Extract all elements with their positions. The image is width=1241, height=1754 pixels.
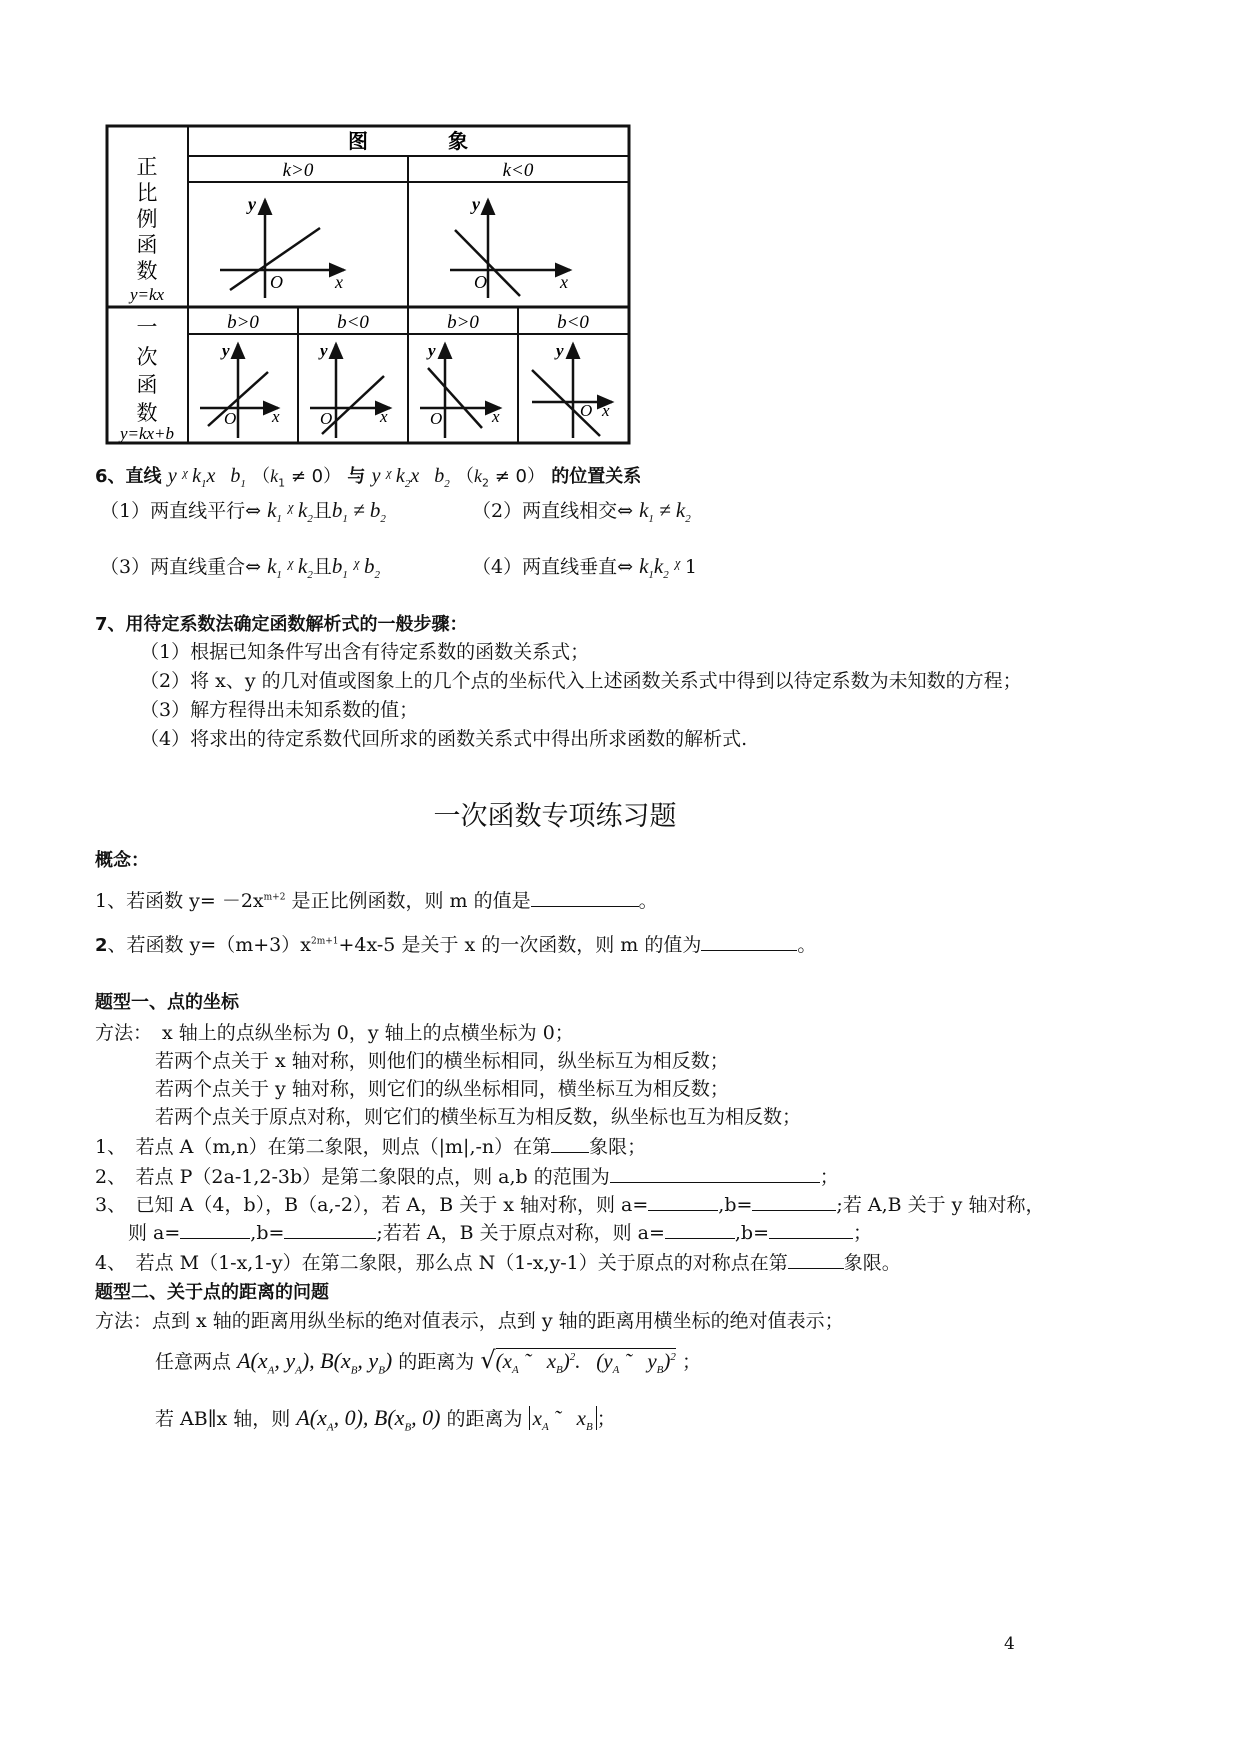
type1-method-label: 方法： <box>95 1022 153 1044</box>
q2-text-b: +4x-5 是关于 x 的一次函数，则 m 的值为 <box>338 934 702 956</box>
q1-exponent: m+2 <box>263 892 286 903</box>
row2-col-header: b>0 <box>227 312 259 333</box>
axis-x-label: x <box>380 407 388 426</box>
s6-title-a: 6、直线 <box>95 466 162 487</box>
row1-label-formula: y=kx <box>129 285 165 304</box>
axis-x-label: x <box>560 272 568 292</box>
row1-col-header: k>0 <box>282 160 314 181</box>
axis-x-label: x <box>602 401 610 420</box>
t1q3-text-b: ,b= <box>718 1194 753 1216</box>
t2-line1-text-a: 任意两点 <box>155 1351 232 1373</box>
t1q1-text: 1、 若点 A（m,n）在第二象限，则点（|m|,-n）在第 <box>95 1136 552 1158</box>
row1-label-char: 例 <box>136 207 158 231</box>
answer-blank[interactable] <box>665 1220 735 1239</box>
axis-y-label: y <box>248 194 256 214</box>
s6-item-1-label: （1）两直线平行⇔ <box>100 500 262 522</box>
row2-label-char: 数 <box>136 401 158 425</box>
s7-step: （4）将求出的待定系数代回所求的函数关系式中得出所求函数的解析式. <box>140 728 748 750</box>
q1-end: 。 <box>638 890 658 912</box>
t1q3-text-d: 则 a= <box>128 1222 181 1244</box>
row1-label-char: 正 <box>136 155 158 179</box>
answer-blank[interactable] <box>180 1220 250 1239</box>
row1-label <box>128 155 165 304</box>
s6-item-2: （2）两直线相交⇔ $k_1 \ne k_2$ <box>472 498 691 526</box>
answer-blank[interactable] <box>752 1192 836 1211</box>
t1q3-text-f: ;若若 A，B 关于原点对称，则 a= <box>376 1222 665 1244</box>
graph-linear-k-pos-b-neg <box>310 341 390 438</box>
graph-linear-k-pos-b-pos <box>200 341 280 438</box>
function-graph-table <box>100 120 645 448</box>
type1-q2 <box>95 1162 839 1189</box>
t1q2-text: 2、 若点 P（2a-1,2-3b）是第二象限的点，则 a,b 的范围为 <box>95 1166 610 1188</box>
s6-item-3: （3）两直线重合⇔ $k_1$ ᵡ $k_2$且$b_1$ ᵡ $b_2$ <box>100 554 381 582</box>
type1-method-1: x 轴上的点纵坐标为 0，y 轴上的点横坐标为 0； <box>162 1022 574 1044</box>
t1q3-text-g: ,b= <box>734 1222 769 1244</box>
row2-label <box>118 315 174 443</box>
s7-step: （3）解方程得出未知系数的值； <box>140 699 419 721</box>
q2-end: 。 <box>797 934 817 956</box>
q2-exponent: 2m+1 <box>310 936 339 947</box>
type1-q3-line1 <box>95 1190 1044 1217</box>
s6-item-1: （1）两直线平行⇔ $k_1$ ᵡ $k_2$且$b_1 \ne b_2$ <box>100 498 386 526</box>
type1-q1 <box>95 1132 646 1159</box>
concept-q1 <box>95 886 658 913</box>
axis-y-label: y <box>556 341 564 360</box>
axis-y-label: y <box>320 341 328 360</box>
q2-text-a: 、若函数 y=（m+3）x <box>107 934 311 956</box>
s6-and: 且 <box>312 556 332 578</box>
axis-y-label: y <box>222 341 230 360</box>
s7-step: （1）根据已知条件写出含有待定系数的函数关系式； <box>140 641 590 663</box>
t2-line2-text-b: 的距离为 <box>446 1408 523 1430</box>
answer-blank[interactable] <box>531 888 639 907</box>
q2-number: 2 <box>95 935 108 956</box>
row2-label-char: 次 <box>136 345 158 369</box>
row2-col-header: b>0 <box>447 312 479 333</box>
row1-label-char: 比 <box>136 181 158 205</box>
t1q2-end: ； <box>819 1166 839 1188</box>
type1-method-4: 若两个点关于原点对称，则它们的横坐标互为相反数，纵坐标也互为相反数； <box>155 1106 802 1128</box>
row2-label-formula: y=kx+b <box>119 424 175 443</box>
type1-method-2: 若两个点关于 x 轴对称，则他们的横坐标相同，纵坐标互为相反数； <box>155 1050 729 1072</box>
t1q4-text: 4、 若点 M（1-x,1-y）在第二象限，那么点 N（1-x,y-1）关于原点的对称点在第 <box>95 1252 788 1274</box>
graph-linear-k-neg-b-pos <box>420 341 500 438</box>
t2-line2-text-a: 若 AB∥x 轴，则 <box>155 1408 291 1430</box>
answer-blank[interactable] <box>788 1250 844 1269</box>
q1-text-a: 1、若函数 y= －2x <box>95 890 264 912</box>
axis-x-label: x <box>492 407 500 426</box>
t1q3-text-h: ； <box>853 1222 873 1244</box>
answer-blank[interactable] <box>284 1220 376 1239</box>
page-title: 一次函数专项练习题 <box>433 801 677 832</box>
t2-line1-text-b: 的距离为 <box>398 1351 475 1373</box>
row1-label-char: 数 <box>136 259 158 283</box>
axis-x-label: x <box>335 272 343 292</box>
axis-y-label: y <box>428 341 436 360</box>
concept-q2 <box>95 930 816 957</box>
row2-label-char: 函 <box>136 373 158 397</box>
origin-label: O <box>224 409 237 428</box>
origin-label: O <box>580 401 593 420</box>
q1-text-b: 是正比例函数，则 m 的值是 <box>285 890 531 912</box>
section-7-steps <box>140 638 1022 754</box>
page-number: 4 <box>1004 1634 1015 1654</box>
graph-linear-k-neg-b-neg <box>532 341 612 438</box>
type2-line1: 任意两点 $A(x_A$, $y_A$), $B(x_B$, $y_B$) 的距离为 $√(x_A$ ˜ $x_B)^2$. ($y_A$ ˜ $y_B)^2$ ； <box>155 1346 701 1377</box>
s6-item-4-value: 1 <box>684 556 697 578</box>
axis-y-label: y <box>472 194 480 214</box>
row2-col-header: b<0 <box>557 312 589 333</box>
s6-and: 且 <box>312 500 332 522</box>
t1q3-text-c: ;若 A,B 关于 y 轴对称， <box>836 1194 1045 1216</box>
s6-item-4-label: （4）两直线垂直⇔ <box>472 556 634 578</box>
type1-q3-line2 <box>128 1218 872 1245</box>
section-6-title: 6、直线 y ᵡ $k_1x$ $b_1$ $(k_1 \ne 0)$ 与 y ᵡ $k_2x$ $b_2$ $(k_2 \ne 0)$ 的位置关系 <box>95 465 642 490</box>
s6-item-4: （4）两直线垂直⇔ $k_1k_2$ ᵡ 1 <box>472 554 697 582</box>
answer-blank[interactable] <box>769 1220 853 1239</box>
type1-method-3: 若两个点关于 y 轴对称，则它们的纵坐标相同，横坐标互为相反数； <box>155 1078 729 1100</box>
section-7-title: 7、用待定系数法确定函数解析式的一般步骤： <box>95 614 468 635</box>
answer-blank[interactable] <box>551 1134 589 1153</box>
table-header: 图 象 <box>348 131 468 153</box>
type2-line2: 若 AB∥x 轴，则 $A(x_A$, 0), $B(x_B$, 0) 的距离为 $x_A$ ˜ $x_B$ ； <box>155 1405 616 1434</box>
origin-label: O <box>430 409 443 428</box>
concept-heading: 概念： <box>95 850 149 871</box>
t1q3-text-a: 3、 已知 A（4，b），B（a,-2），若 A，B 关于 x 轴对称，则 a= <box>95 1194 649 1216</box>
graph-proportional-k-negative <box>450 194 570 298</box>
t1q4-end: 象限。 <box>843 1252 901 1274</box>
answer-blank[interactable] <box>701 932 797 951</box>
t1q1-end: 象限； <box>589 1136 647 1158</box>
type1-heading: 题型一、点的坐标 <box>95 992 239 1013</box>
s6-item-3-label: （3）两直线重合⇔ <box>100 556 262 578</box>
origin-label: O <box>270 272 283 292</box>
s6-title-b: 与 <box>347 466 366 487</box>
type2-heading: 题型二、关于点的距离的问题 <box>95 1282 329 1303</box>
s6-title-c: 的位置关系 <box>551 466 642 487</box>
type2-method: 方法：点到 x 轴的距离用纵坐标的绝对值表示，点到 y 轴的距离用横坐标的绝对值表示； <box>95 1310 844 1332</box>
row1-col-header: k<0 <box>502 160 534 181</box>
s7-step: （2）将 x、y 的几对值或图象上的几个点的坐标代入上述函数关系式中得到以待定系数为未知数的方程； <box>140 670 1022 692</box>
row1-label-char: 函 <box>136 233 158 257</box>
s6-item-2-label: （2）两直线相交⇔ <box>472 500 634 522</box>
graph-table-svg <box>100 120 645 448</box>
type1-q4 <box>95 1248 901 1275</box>
graph-proportional-k-positive <box>220 194 344 298</box>
row2-col-header: b<0 <box>337 312 369 333</box>
answer-blank[interactable] <box>610 1164 820 1183</box>
t1q3-text-e: ,b= <box>250 1222 285 1244</box>
origin-label: O <box>320 409 333 428</box>
origin-label: O <box>474 272 487 292</box>
axis-x-label: x <box>272 407 280 426</box>
row2-label-char: 一 <box>136 315 158 339</box>
answer-blank[interactable] <box>648 1192 718 1211</box>
